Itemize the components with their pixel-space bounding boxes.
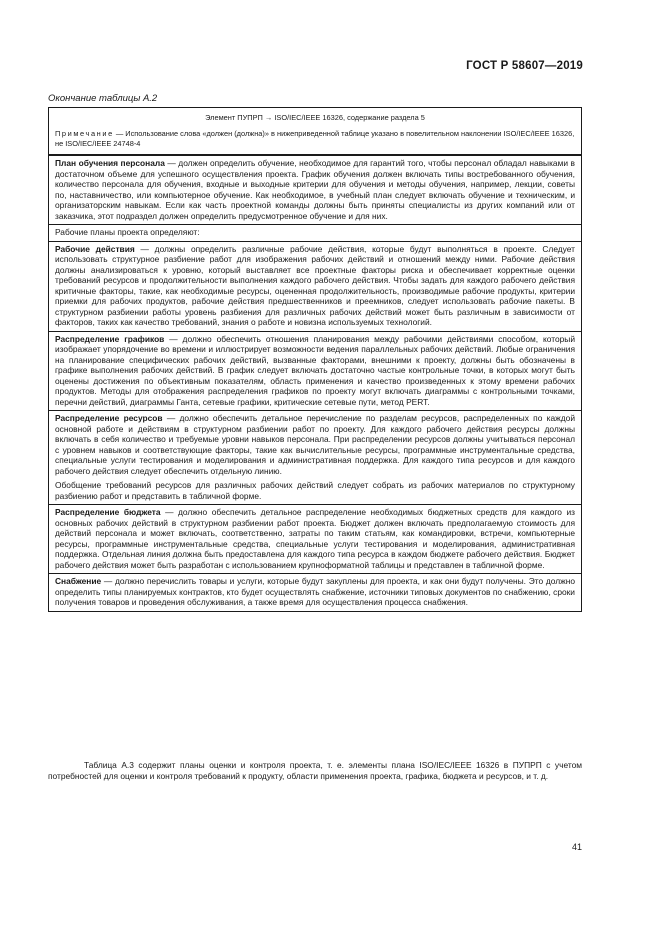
row-paragraph-extra: Обобщение требований ресурсов для различных рабочих действий следует собрать из рабочих материалов по структурному разбиению работ и представить в табличной форме. bbox=[55, 480, 575, 501]
row-term: Распределение графиков bbox=[55, 333, 165, 344]
table-row bbox=[49, 573, 581, 611]
row-paragraph bbox=[55, 413, 575, 476]
row-text: — должно перечислить товары и услуги, которые будут закуплены для проекта, и как они будут получены. Это должно определить типы планируемых контрактов, кто будет осуществлять снабжение, источники типовых документов по снабжению, сроки получения товаров и проведения обслуживания, а также время для осуществления процесса снабжения. bbox=[55, 576, 575, 608]
row-text: — должно обеспечить отношения планирования между рабочими действиями способом, который изображает упорядочение во времени и иллюстрирует возможности ведения параллельных рабочих действий. Любые ограничения на планирование специфических рабочих действий, вызванные факторами, внешними к проекту, должны быть обозначены в графике выполнения рабочих действий. В график следует включать достаточно частые контрольные точки, в которых могут быть оценены достижения по объективным показателям, область применения и качество произведенных к этому времени рабочих продуктов. Методы для отображения распределения графиков по проекту могут включать диаграммы с контрольными точками, перечни действий, диаграммы Ганта, сетевые графики, критические сетевые пути, метод PERT. bbox=[55, 333, 575, 407]
requirements-table bbox=[48, 107, 582, 612]
table-continuation-caption: Окончание таблицы А.2 bbox=[48, 93, 158, 104]
table-row bbox=[49, 410, 581, 504]
row-paragraph bbox=[55, 507, 575, 570]
note-text: — Использование слова «должен (должна)» в нижеприведенной таблице указано в повелительном наклонении ISO/IEC/IEEE 16326, не ISO/IEC/IEEE 24748-4 bbox=[55, 129, 575, 148]
row-text: — должно обеспечить детальное распределение необходимых бюджетных средств для каждого из основных рабочих действий в структурном разбиении работ проекта. Бюджет должен включать предполагаемую стоимость для действий персонала и может включать, соответственно, затраты по таким статьям, как командировки, встречи, компьютерные ресурсы, программные инструментальные средства, специальные услуги тестирования и моделирования, административная поддержка. Отдельная линия должна быть предоставлена для каждого типа ресурса в каждом бюджете рабочего действия. Бюджет рабочего действия может быть разработан с использованием крупноформатной таблицы и представлен в табличной форме. bbox=[55, 507, 576, 570]
row-paragraph bbox=[55, 158, 575, 221]
table-row bbox=[49, 224, 581, 241]
note-label: Примечание bbox=[55, 129, 114, 138]
table-row bbox=[49, 241, 581, 331]
row-term: План обучения персонала bbox=[55, 158, 165, 169]
row-text: — должен определить обучение, необходимое для гарантий того, чтобы персонал обладал навыками в достаточном объеме для успешного осуществления проекта. График обучения должен включать типы востребованного обучения, количество персонала для обучения, входные и выходные критерии для обучения и методы обучения, например, лекции, советы по, наставничество, или компьютерное обучение. Как необходимое, в учебный план следует включать обучение и техническим, и организаторским навыкам. Если как часть проектной команды должны быть приняты специалисты из других компаний или от заказчика, этот подраздел должен определить предусмотренное обучение и для них. bbox=[55, 158, 575, 221]
table-header bbox=[49, 108, 581, 156]
row-text: — должны определить различные рабочие действия, которые будут выполняться в проекте. Следует использовать структурное разбиение работ для изображения рабочих действий и отношений между ними. Рабочие действия должны анализироваться к уровню, который выставляет все проектные факторы риска и обеспечивает корректные оценки требований ресурсов и продолжительности выполнения каждого рабочего действия. Чтобы задать для каждого рабочего действия критичные факторы, такие, как необходимые ресурсы, оцененная продолжительность, производимые рабочие продукты, критерии приемки для рабочих продуктов, рабочие действия предшественников и преемников, следует использовать рабочие пакеты. В структурном разбиении работы уровень разбиения для различных рабочих действий может быть различным в зависимости от факторов, таких как качество требований, знания о работе и новизна используемых технологий. bbox=[55, 243, 575, 328]
table-header-title: Элемент ПУПРП → ISO/IEC/IEEE 16326, содержание раздела 5 bbox=[205, 113, 425, 122]
table-row bbox=[49, 156, 581, 224]
page-number: 41 bbox=[571, 842, 582, 852]
row-text: — должно обеспечить детальное перечисление по разделам ресурсов, распределенных по каждой основной работе и действиям в структурном разбиении работ по проекту. Для каждого рабочего действия ресурсы должны включать в себя количество и требуемые уровни навыков персонала. При распределении ресурсов должны учитываться персонал с уровнем навыков и соответствующие факторы, такие как вычислительные ресурсы, программные инструментальные средства, специальные услуги тестирования и моделирования и административная поддержка. Для каждого типа ресурсов и для каждого рабочего действия следует обеспечить отдельную линию. bbox=[55, 413, 575, 476]
row-term: Распределение бюджета bbox=[55, 507, 161, 518]
row-paragraph bbox=[55, 244, 575, 328]
row-paragraph bbox=[55, 576, 575, 608]
row-term: Снабжение bbox=[55, 576, 102, 587]
table-header-note bbox=[55, 129, 575, 148]
row-paragraph: Рабочие планы проекта определяют: bbox=[55, 227, 200, 238]
table-row bbox=[49, 504, 581, 573]
document-code: ГОСТ Р 58607—2019 bbox=[466, 60, 583, 72]
body-paragraph: Таблица А.3 содержит планы оценки и контроля проекта, т. е. элементы плана ISO/IEC/IEEE 16326 в ПУПРП с учетом потребностей для оценки и контроля требований к продукту, области применения проекта, графика, бюджета и ресурсов, и т. д. bbox=[48, 760, 582, 781]
row-paragraph bbox=[55, 334, 575, 408]
table-row bbox=[49, 331, 581, 411]
row-term: Распределение ресурсов bbox=[55, 413, 163, 424]
row-term: Рабочие действия bbox=[55, 243, 135, 254]
